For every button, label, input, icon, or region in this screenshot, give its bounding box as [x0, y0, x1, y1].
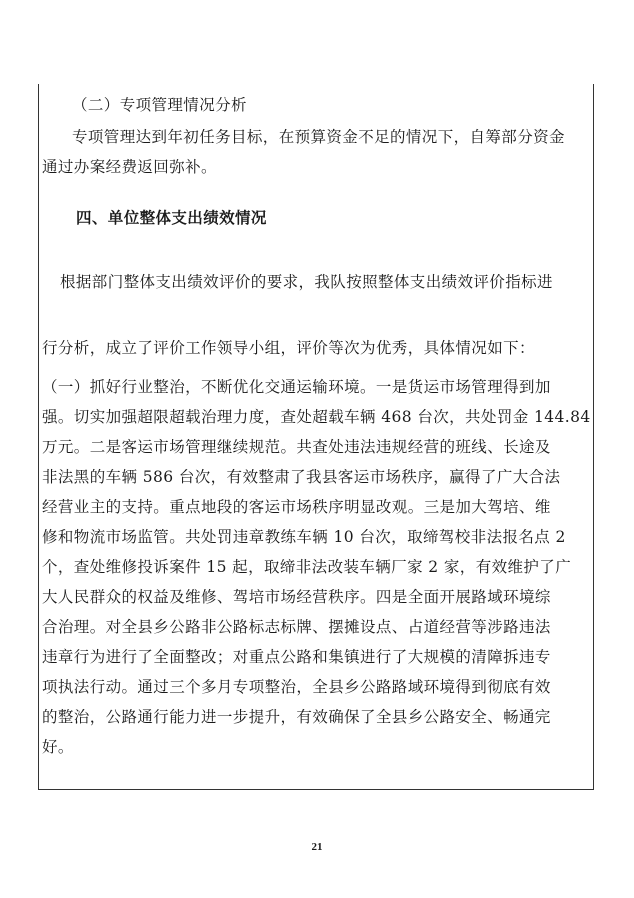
body-line-4: 非法黑的车辆 586 台次，有效整肃了我县客运市场秩序，赢得了广大合法	[42, 468, 561, 486]
section-2-line-2: 通过办案经费返回弥补。	[42, 158, 217, 176]
section-2-line-1: 专项管理达到年初任务目标，在预算资金不足的情况下，自筹部分资金	[72, 128, 565, 146]
intro-line-2: 行分析，成立了评价工作领导小组，评价等次为优秀，具体情况如下：	[42, 339, 535, 357]
body-line-2: 强。切实加强超限超载治理力度，查处超载车辆 468 台次，共处罚金 144.84	[42, 408, 591, 426]
body-line-9: 合治理。对全县乡公路非公路标志标牌、摆摊设点、占道经营等涉路违法	[42, 618, 551, 636]
body-line-10: 违章行为进行了全面整改；对重点公路和集镇进行了大规模的清障拆违专	[42, 648, 551, 666]
page-number: 21	[311, 841, 323, 853]
body-line-7: 个，查处维修投诉案件 15 起，取缔非法改装车辆厂家 2 家，有效维护了广	[42, 558, 572, 576]
body-line-11: 项执法行动。通过三个多月专项整治，全县乡公路路域环境得到彻底有效	[42, 678, 551, 696]
body-line-1: （一）抓好行业整治，不断优化交通运输环境。一是货运市场管理得到加	[42, 378, 551, 396]
body-line-5: 经营业主的支持。重点地段的客运市场秩序明显改观。三是加大驾培、维	[42, 498, 551, 516]
body-line-13: 好。	[42, 738, 74, 756]
body-line-12: 的整治，公路通行能力进一步提升，有效确保了全县乡公路安全、畅通完	[42, 708, 551, 726]
section-2-heading: （二）专项管理情况分析	[72, 96, 247, 114]
body-line-3: 万元。二是客运市场管理继续规范。共查处违法违规经营的班线、长途及	[42, 438, 551, 456]
body-line-6: 修和物流市场监管。共处罚违章教练车辆 10 台次，取缔驾校非法报名点 2	[42, 528, 566, 546]
body-line-8: 大人民群众的权益及维修、驾培市场经营秩序。四是全面开展路域环境综	[42, 588, 551, 606]
section-4-heading: 四、单位整体支出绩效情况	[76, 209, 267, 227]
intro-line-1: 根据部门整体支出绩效评价的要求，我队按照整体支出绩效评价指标进	[60, 273, 553, 291]
